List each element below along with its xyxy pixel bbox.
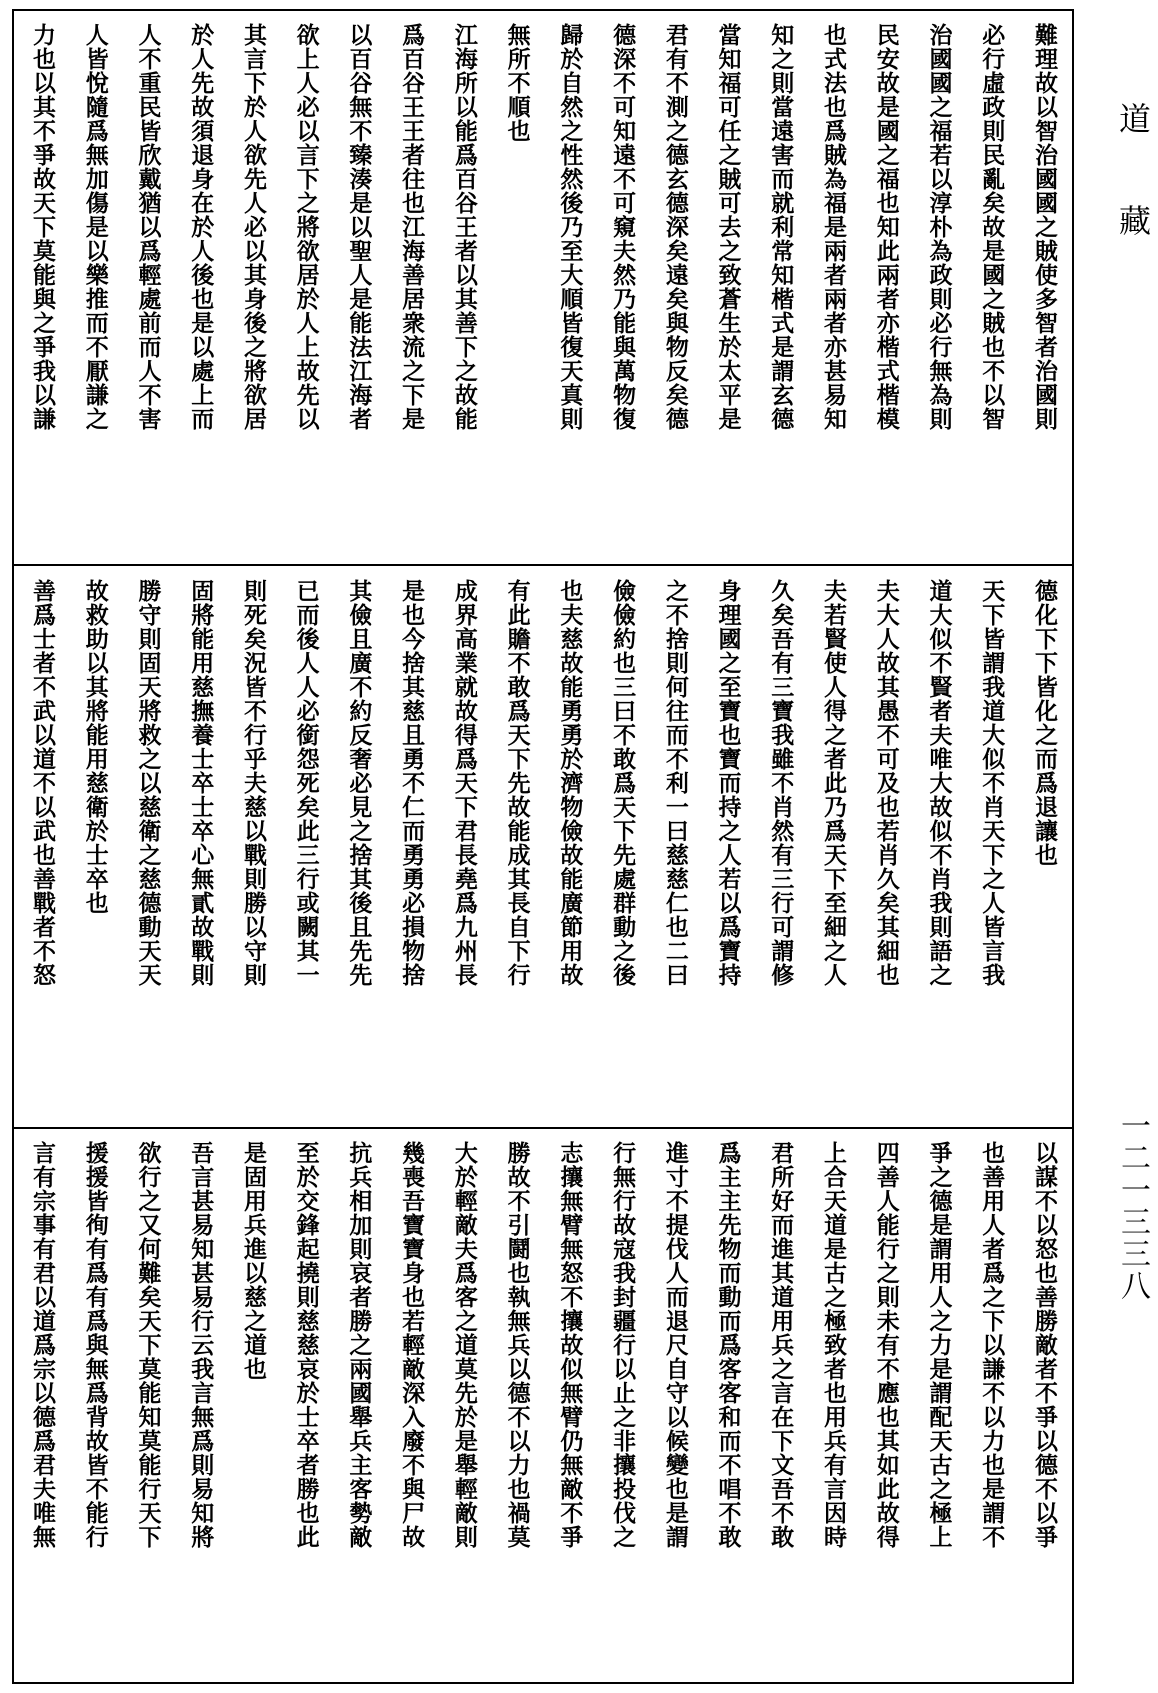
text-column: 爭之德是謂用人之力是謂配天古之極上 xyxy=(925,1141,953,1549)
text-column: 其言下於人欲先人必以其身後之將欲居 xyxy=(239,23,267,431)
text-column: 至於交鋒起撓則慈慈哀於士卒者勝也此 xyxy=(292,1141,320,1549)
text-column: 無所不順也 xyxy=(503,23,531,143)
text-column: 則死矣況皆不行乎夫慈以戰則勝以守則 xyxy=(239,579,267,987)
text-column: 也善用人者爲之下以謙不以力也是謂不 xyxy=(978,1141,1006,1549)
text-column: 德深不可知遠不可窺夫然乃能與萬物復 xyxy=(609,23,637,431)
text-column: 志攘無臂無怒不攘故似無臂仍無敵不爭 xyxy=(556,1141,584,1549)
text-column: 人不重民皆欣戴猶以爲輕處前而人不害 xyxy=(134,23,162,431)
text-column: 也夫慈故能勇勇於濟物儉故能廣節用故 xyxy=(556,579,584,987)
text-column: 人皆悅隨爲無加傷是以樂推而不厭謙之 xyxy=(81,23,109,431)
text-column: 以謀不以怒也善勝敵者不爭以德不以爭 xyxy=(1030,1141,1058,1549)
text-column: 是也今捨其慈且勇不仁而勇勇必損物捨 xyxy=(398,579,426,987)
text-column: 固將能用慈撫養士卒士卒心無貳故戰則 xyxy=(187,579,215,987)
text-column: 江海所以能爲百谷王者以其善下之故能 xyxy=(450,23,478,431)
text-section-2 xyxy=(22,579,1064,1117)
text-column: 四善人能行之則未有不應也其如此故得 xyxy=(872,1141,900,1549)
text-section-1 xyxy=(22,23,1064,555)
text-column: 難理故以智治國國之賊使多智者治國則 xyxy=(1030,23,1058,431)
text-column: 天下皆謂我道大似不肖天下之人皆言我 xyxy=(978,579,1006,987)
text-column: 力也以其不爭故天下莫能與之爭我以謙 xyxy=(29,23,56,431)
text-column: 於人先故須退身在於人後也是以處上而 xyxy=(187,23,215,431)
text-column: 德化下下皆化之而爲退讓也 xyxy=(1030,579,1058,867)
text-column: 必行虛政則民亂矣故是國之賊也不以智 xyxy=(978,23,1006,431)
text-column: 欲行之又何難矣天下莫能知莫能行天下 xyxy=(134,1141,162,1549)
text-column: 已而後人人必銜怨死矣此三行或闕其一 xyxy=(292,579,320,987)
text-column: 行無行故寇我封疆行以止之非攘投伐之 xyxy=(609,1141,637,1549)
text-column: 歸於自然之性然後乃至大順皆復天真則 xyxy=(556,23,584,431)
section-divider xyxy=(14,564,1072,566)
text-column: 大於輕敵夫爲客之道莫先於是舉輕敵則 xyxy=(450,1141,478,1549)
text-column: 故救助以其將能用慈衛於士卒也 xyxy=(81,579,109,915)
text-column: 勝守則固天將救之以慈衛之慈德動天天 xyxy=(134,579,162,987)
text-column: 上合天道是古之極致者也用兵有言因時 xyxy=(820,1141,848,1549)
text-column: 君有不測之德玄德深矣遠矣與物反矣德 xyxy=(661,23,689,431)
text-column: 言有宗事有君以道爲宗以德爲君夫唯無 xyxy=(29,1141,56,1549)
text-column: 抗兵相加則哀者勝之兩國舉兵主客勢敵 xyxy=(345,1141,373,1549)
side-title: 道藏 xyxy=(1114,102,1152,306)
text-column: 有此贍不敢爲天下先故能成其長自下行 xyxy=(503,579,531,987)
text-column: 成界高業就故得爲天下君長堯爲九州長 xyxy=(450,579,478,987)
text-column: 夫大人故其愚不可及也若肖久矣其細也 xyxy=(872,579,900,987)
text-column: 善爲士者不武以道不以武也善戰者不怒 xyxy=(29,579,56,987)
text-column: 治國國之福若以淳朴為政則必行無為則 xyxy=(925,23,953,431)
text-column: 其儉且廣不約反奢必見之捨其後且先先 xyxy=(345,579,373,987)
text-column: 之不捨則何往而不利一曰慈慈仁也二曰 xyxy=(661,579,689,987)
text-column: 君所好而進其道用兵之言在下文吾不敢 xyxy=(767,1141,795,1549)
section-divider xyxy=(14,1127,1072,1129)
text-section-3 xyxy=(22,1141,1064,1676)
text-column: 身理國之至寶也寶而持之人若以爲寶持 xyxy=(714,579,742,987)
text-column: 久矣吾有三寶我雖不肖然有三行可謂修 xyxy=(767,579,795,987)
text-column: 也式法也爲賊為福是兩者兩者亦甚易知 xyxy=(820,23,848,431)
text-column: 吾言甚易知甚易行云我言無爲則易知將 xyxy=(187,1141,215,1549)
text-column: 爲百谷王王者往也江海善居衆流之下是 xyxy=(398,23,426,431)
text-column: 儉儉約也三曰不敢爲天下先處群動之後 xyxy=(609,579,637,987)
text-column: 道大似不賢者夫唯大故似不肖我則語之 xyxy=(925,579,953,987)
text-column: 當知福可任之賊可去之致蒼生於太平是 xyxy=(714,23,742,431)
text-column: 夫若賢使人得之者此乃爲天下至細之人 xyxy=(820,579,848,987)
text-column: 以百谷無不臻湊是以聖人是能法江海者 xyxy=(345,23,373,431)
text-column: 是固用兵進以慈之道也 xyxy=(239,1141,267,1381)
text-column: 進寸不提伐人而退尺自守以候變也是謂 xyxy=(661,1141,689,1549)
text-column: 欲上人必以言下之將欲居於人上故先以 xyxy=(292,23,320,431)
page-frame xyxy=(12,9,1074,1684)
page-number: 一二一三三八 xyxy=(1115,1110,1150,1302)
text-column: 援援皆徇有爲有爲與無爲背故皆不能行 xyxy=(81,1141,109,1549)
text-column: 知之則當遠害而就利常知楷式是謂玄德 xyxy=(767,23,795,431)
text-column: 爲主主先物而動而爲客客和而不唱不敢 xyxy=(714,1141,742,1549)
text-column: 幾喪吾寶寶身也若輕敵深入廢不與尸故 xyxy=(398,1141,426,1549)
text-column: 勝故不引鬪也執無兵以德不以力也禍莫 xyxy=(503,1141,531,1549)
text-column: 民安故是國之福也知此兩者亦楷式楷模 xyxy=(872,23,900,431)
